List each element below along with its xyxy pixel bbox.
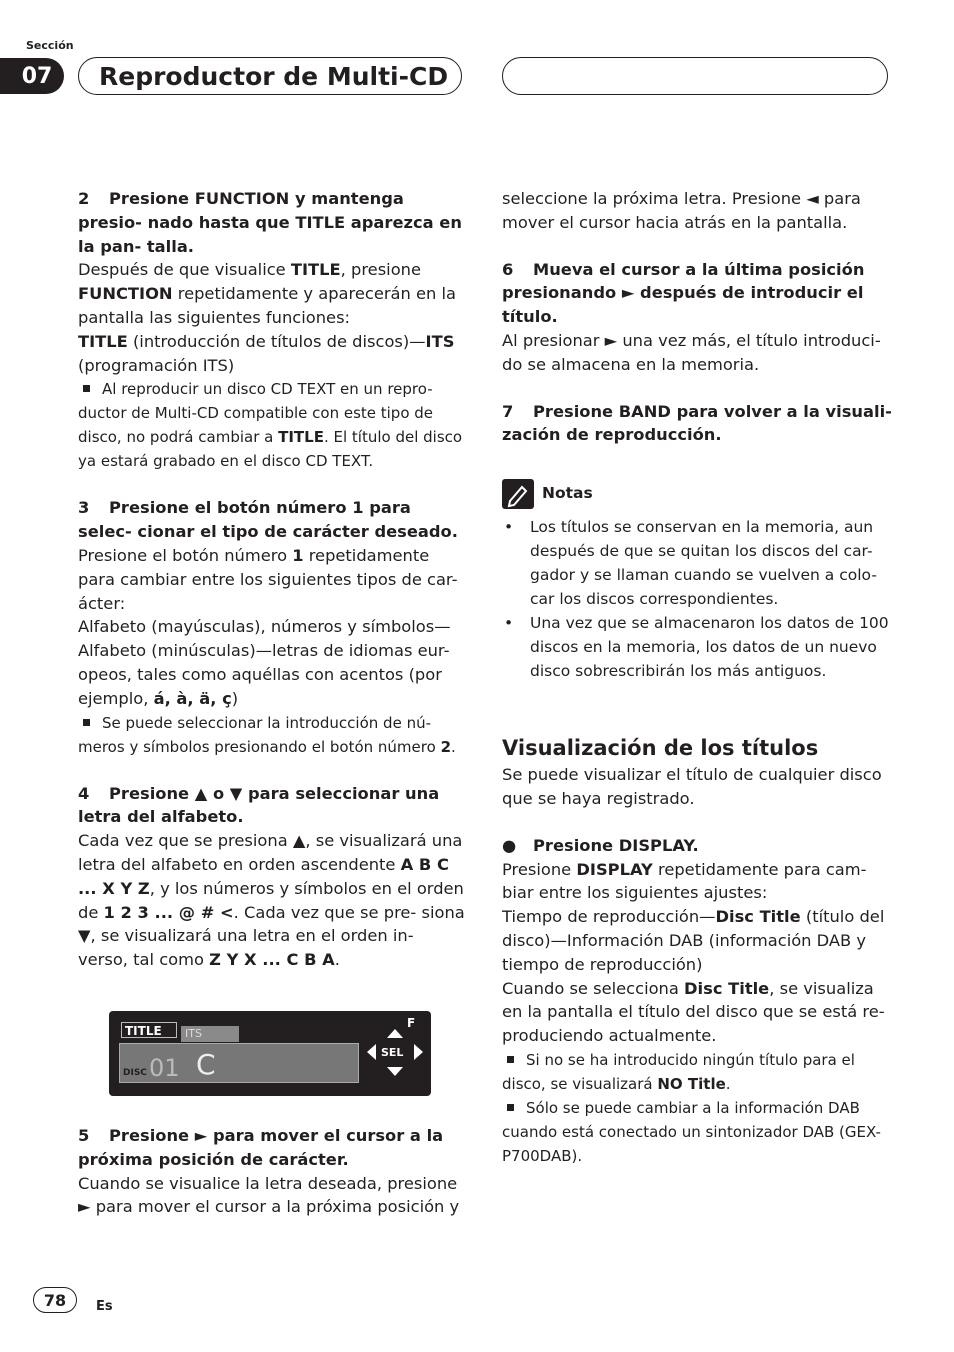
step-3-heading: [78, 496, 466, 544]
language-label: Es: [96, 1299, 113, 1314]
step-6-body: Al presionar ► una vez más, el título introduci- do se almacena en la memoria.: [502, 330, 881, 374]
right-column: [502, 187, 892, 1168]
step-number: 2: [78, 189, 90, 208]
pencil-icon: [502, 479, 534, 509]
display-sel-label: SEL: [381, 1046, 404, 1059]
step-heading-text: Presione DISPLAY.: [533, 835, 699, 855]
step-number: 6: [502, 259, 514, 279]
display-step-modes: Tiempo de reproducción—Disc Title (título del disco)—Información DAB (información DAB y tiempo de reproducción): [502, 907, 885, 974]
display-right-icon: [414, 1044, 423, 1060]
step-4-heading: [78, 782, 466, 830]
display-f-label: F: [407, 1016, 416, 1030]
left-column: [78, 187, 466, 972]
step-2-functions: TITLE (introducción de títulos de discos)—ITS (programación ITS): [78, 331, 455, 375]
step-6-heading: [502, 258, 892, 329]
step-number: 3: [78, 498, 90, 518]
step-number: 4: [78, 783, 90, 803]
note-square-icon: [83, 385, 90, 392]
display-disc-label: DISC: [123, 1068, 147, 1078]
step-5-heading: [78, 1124, 466, 1172]
display-up-icon: [387, 1029, 403, 1038]
section-number-badge: 07: [0, 58, 64, 94]
step-2-note: Al reproducir un disco CD TEXT en un repro- ductor de Multi-CD compatible con este tipo de disco, no podrá cambiar a TITLE. El título del disco ya estará grabado en el disco CD TEXT.: [78, 380, 463, 471]
bullet-dot-icon: ●: [502, 835, 517, 855]
note-square-icon: [83, 719, 90, 726]
step-heading-text: Presione ► para mover el cursor a la próxima posición de carácter.: [78, 1126, 444, 1169]
page-title: [78, 57, 462, 95]
note-item-2: • Una vez que se almacenaron los datos de 100 discos en la memoria, los datos de un nuevo disco sobrescribirán los más antiguos.: [502, 611, 892, 683]
step-3-body: Presione el botón número 1 repetidamente para cambiar entre los siguientes tipos de car- ácter:: [78, 545, 458, 613]
step-number: 7: [502, 401, 514, 421]
note-square-icon: [507, 1104, 514, 1111]
step-7-heading: [502, 400, 892, 448]
section-intro: Se puede visualizar el título de cualquier disco que se haya registrado.: [502, 765, 882, 808]
display-down-icon: [387, 1067, 403, 1076]
display-tab-its: ITS: [181, 1026, 239, 1042]
display-note-2: Sólo se puede cambiar a la información DAB cuando está conectado un sintonizador DAB (GEX-P700DAB).: [502, 1098, 881, 1165]
display-disc-number: 01: [149, 1054, 180, 1082]
step-3-note: Se puede seleccionar la introducción de nú- meros y símbolos presionando el botón número 2.: [78, 713, 456, 756]
step-2-body: Después de que visualice TITLE, presione FUNCTION repetidamente y aparecerán en la pantalla las siguientes funciones:: [78, 260, 457, 327]
display-step-body: Presione DISPLAY repetidamente para cam- biar entre los siguientes ajustes:: [502, 859, 867, 903]
note-square-icon: [507, 1056, 514, 1063]
step-heading-text: Presione BAND para volver a la visuali- zación de reproducción.: [502, 401, 892, 445]
page-title-text: Reproductor de Multi-CD: [99, 61, 449, 91]
step-number: 5: [78, 1126, 90, 1145]
display-step-heading: [502, 834, 892, 858]
note-item-1: • Los títulos se conservan en la memoria, aun después de que se quitan los discos del car- gador y se llaman cuando se vuelven a colo- car los discos correspondientes.: [502, 515, 892, 611]
display-step-disc-title: Cuando se selecciona Disc Title, se visualiza en la pantalla el título del disco que se está re- produciendo actualmente.: [502, 978, 885, 1046]
step-4-body: Cada vez que se presiona ▲, se visualizará una letra del alfabeto en orden ascendente A B C ... X Y Z, y los números y símbolos en el orden de 1 2 3 ... @ # <. Cada vez que se pre- siona ▼, se visualizará una letra en el orden in- verso, tal como Z Y X ... C B A.: [78, 831, 465, 970]
header-empty-box: [502, 57, 888, 95]
step-3-types: Alfabeto (mayúsculas), números y símbolos—Alfabeto (minúsculas)—letras de idiomas eur- opeos, tales como aquéllas con acentos (por ejemplo, á, à, ä, ç): [78, 617, 451, 708]
display-note-1: Si no se ha introducido ningún título para el disco, se visualizará NO Title.: [502, 1050, 855, 1093]
bullet-icon: •: [504, 518, 514, 537]
step-2-heading: [78, 187, 466, 258]
notes-heading: [502, 479, 892, 509]
display-illustration: [109, 1011, 431, 1096]
notes-title: Notas: [542, 484, 593, 503]
step-heading-text: Mueva el cursor a la última posición presionando ► después de introducir el título.: [502, 259, 865, 327]
step-heading-text: Presione ▲ o ▼ para seleccionar una letra del alfabeto.: [78, 783, 440, 827]
bullet-icon: •: [504, 614, 514, 633]
page-number: 78: [33, 1287, 77, 1313]
display-left-icon: [367, 1044, 376, 1060]
continued-text: seleccione la próxima letra. Presione ◄ para mover el cursor hacia atrás en la pantalla.: [502, 189, 861, 232]
display-char: C: [196, 1048, 216, 1081]
step-5-body: Cuando se visualice la letra deseada, presione ► para mover el cursor a la próxima posición y: [78, 1173, 460, 1217]
section-label: Sección: [26, 39, 74, 52]
left-column-bottom: [78, 1124, 466, 1219]
step-heading-text: Presione FUNCTION y mantenga presio- nado hasta que TITLE aparezca en la pan- talla.: [78, 189, 462, 256]
section-heading: Visualización de los títulos: [502, 736, 819, 761]
step-heading-text: Presione el botón número 1 para selec- cionar el tipo de carácter deseado.: [78, 498, 458, 542]
display-tab-title: TITLE: [121, 1022, 177, 1038]
